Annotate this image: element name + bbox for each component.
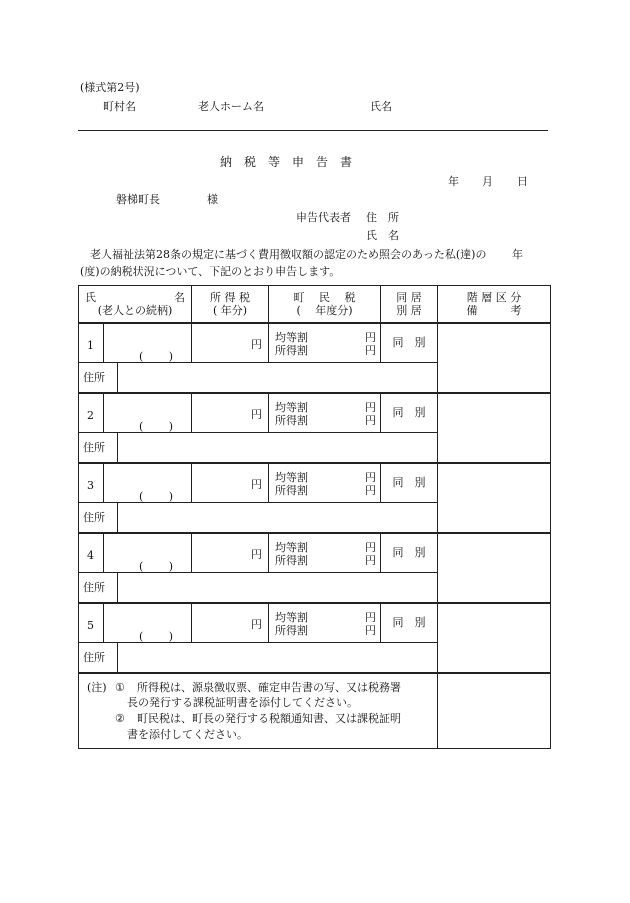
bracket-header <box>438 286 551 323</box>
person-name-cell[interactable] <box>79 463 192 503</box>
person-name-cell[interactable] <box>79 603 192 643</box>
separate-label: 別 居 <box>396 303 422 317</box>
row-number: 5 <box>87 618 94 632</box>
residence-header <box>381 286 438 323</box>
shotoku-label: 所得割 <box>275 483 308 497</box>
bracket-cell[interactable] <box>438 603 551 673</box>
name-header-left: 氏 <box>85 290 96 304</box>
row-number: 1 <box>87 338 94 352</box>
income-tax-cell[interactable] <box>192 463 269 503</box>
intro-line-1: 老人福祉法第28条の規定に基づく費用徴収額の認定のため照会のあった私(達)の <box>90 248 487 261</box>
income-tax-label: 所 得 税 <box>210 290 250 304</box>
table-row <box>79 463 551 503</box>
address-label: 住所 <box>79 433 118 462</box>
remarks-label: 備 考 <box>466 303 522 317</box>
notes-row <box>79 673 551 749</box>
address-label: 住所 <box>79 503 118 532</box>
name-header <box>79 286 192 323</box>
relationship-paren: ( ) <box>139 349 174 363</box>
table-row <box>79 603 551 643</box>
town-tax-cell[interactable] <box>269 323 381 363</box>
date-month: 月 <box>482 175 493 188</box>
address-label: 住 所 <box>366 211 399 224</box>
table-row <box>79 393 551 433</box>
yen-unit: 円 <box>365 330 376 344</box>
residence-cell[interactable] <box>381 603 438 643</box>
yen-unit: 円 <box>365 343 376 357</box>
address-cell[interactable] <box>79 572 438 603</box>
shotoku-label: 所得割 <box>275 623 308 637</box>
intro-line-2: (度)の納税状況について、下記のとおり申告します。 <box>80 265 341 278</box>
address-label: 住所 <box>79 363 118 392</box>
relationship-paren: ( ) <box>139 629 174 643</box>
note-1-mark: ① <box>115 680 125 694</box>
kinto-label: 均等割 <box>275 400 308 414</box>
form-number: (様式第2号) <box>80 81 140 94</box>
town-tax-year: ( 年度分) <box>296 303 353 317</box>
income-tax-cell[interactable] <box>192 323 269 363</box>
note-1-line-2: 長の発行する課税証明書を添付してください。 <box>127 696 358 710</box>
home-name-label: 老人ホーム名 <box>198 100 264 113</box>
kinto-label: 均等割 <box>275 610 308 624</box>
name-header-right: 名 <box>174 290 185 304</box>
row-number: 4 <box>87 548 94 562</box>
residence-cell[interactable] <box>381 323 438 363</box>
note-1-line-1: 所得税は、源泉徴収票、確定申告書の写、又は税務署 <box>137 680 401 694</box>
income-tax-cell[interactable] <box>192 603 269 643</box>
kinto-label: 均等割 <box>275 470 308 484</box>
header-divider <box>78 130 548 131</box>
note-2-mark: ② <box>115 712 125 726</box>
yen-unit: 円 <box>365 400 376 414</box>
relationship-paren: ( ) <box>139 559 174 573</box>
notes-label: (注) <box>87 680 107 694</box>
yen-unit: 円 <box>365 553 376 567</box>
relationship-paren: ( ) <box>139 419 174 433</box>
page-title: 納 税 等 申 告 書 <box>220 155 353 169</box>
relationship-header: (老人との続柄) <box>97 303 173 317</box>
residence-cell[interactable] <box>381 463 438 503</box>
shotoku-label: 所得割 <box>275 413 308 427</box>
income-tax-header <box>192 286 269 323</box>
table-row <box>79 533 551 573</box>
row-number: 3 <box>87 478 94 492</box>
cohabit-label: 同 居 <box>396 290 422 304</box>
table-row <box>79 323 551 363</box>
yen-unit: 円 <box>365 540 376 554</box>
date-year: 年 <box>448 175 459 188</box>
notes-remarks-cell[interactable] <box>438 673 551 749</box>
bracket-cell[interactable] <box>438 463 551 533</box>
income-tax-cell[interactable] <box>192 393 269 433</box>
bracket-label: 階 層 区 分 <box>466 290 522 304</box>
intro-year-mark: 年 <box>512 248 523 261</box>
town-tax-label: 町 民 税 <box>293 290 356 304</box>
representative-label: 申告代表者 <box>296 211 351 224</box>
address-cell[interactable] <box>79 362 438 393</box>
address-cell[interactable] <box>79 502 438 533</box>
residence-options: 同 別 <box>392 405 426 419</box>
yen-unit: 円 <box>251 617 262 631</box>
income-tax-cell[interactable] <box>192 533 269 573</box>
town-village-label: 町村名 <box>103 100 136 113</box>
address-label: 住所 <box>79 643 118 672</box>
residence-options: 同 別 <box>392 615 426 629</box>
note-2-line-1: 町民税は、町長の発行する税額通知書、又は課税証明 <box>137 712 401 726</box>
shotoku-label: 所得割 <box>275 343 308 357</box>
town-tax-cell[interactable] <box>269 533 381 573</box>
address-label: 住所 <box>79 573 118 602</box>
address-cell[interactable] <box>79 642 438 673</box>
bracket-cell[interactable] <box>438 533 551 603</box>
residence-cell[interactable] <box>381 393 438 433</box>
notes-cell <box>79 673 438 749</box>
town-tax-cell[interactable] <box>269 463 381 503</box>
residence-options: 同 別 <box>392 335 426 349</box>
row-number: 2 <box>87 408 94 422</box>
honorific: 様 <box>207 193 218 206</box>
declaration-table <box>78 285 551 749</box>
income-tax-year: ( 年分) <box>212 303 248 317</box>
person-name-cell[interactable] <box>79 323 192 363</box>
yen-unit: 円 <box>251 337 262 351</box>
yen-unit: 円 <box>365 470 376 484</box>
yen-unit: 円 <box>251 547 262 561</box>
residence-options: 同 別 <box>392 475 426 489</box>
person-name-cell[interactable] <box>79 533 192 573</box>
table-header-row <box>79 286 551 323</box>
mayor-addressee: 磐梯町長 <box>116 193 160 206</box>
yen-unit: 円 <box>365 623 376 637</box>
town-tax-cell[interactable] <box>269 393 381 433</box>
yen-unit: 円 <box>251 477 262 491</box>
relationship-paren: ( ) <box>139 489 174 503</box>
residence-cell[interactable] <box>381 533 438 573</box>
address-cell[interactable] <box>79 432 438 463</box>
bracket-cell[interactable] <box>438 323 551 393</box>
declarant-name-label: 氏 名 <box>366 229 399 242</box>
yen-unit: 円 <box>365 483 376 497</box>
yen-unit: 円 <box>365 413 376 427</box>
yen-unit: 円 <box>365 610 376 624</box>
yen-unit: 円 <box>251 407 262 421</box>
residence-options: 同 別 <box>392 545 426 559</box>
kinto-label: 均等割 <box>275 540 308 554</box>
kinto-label: 均等割 <box>275 330 308 344</box>
shotoku-label: 所得割 <box>275 553 308 567</box>
date-day: 日 <box>517 175 528 188</box>
person-name-cell[interactable] <box>79 393 192 433</box>
name-label: 氏名 <box>370 100 392 113</box>
note-2-line-2: 書を添付してください。 <box>127 728 248 742</box>
bracket-cell[interactable] <box>438 393 551 463</box>
town-tax-header <box>269 286 381 323</box>
town-tax-cell[interactable] <box>269 603 381 643</box>
